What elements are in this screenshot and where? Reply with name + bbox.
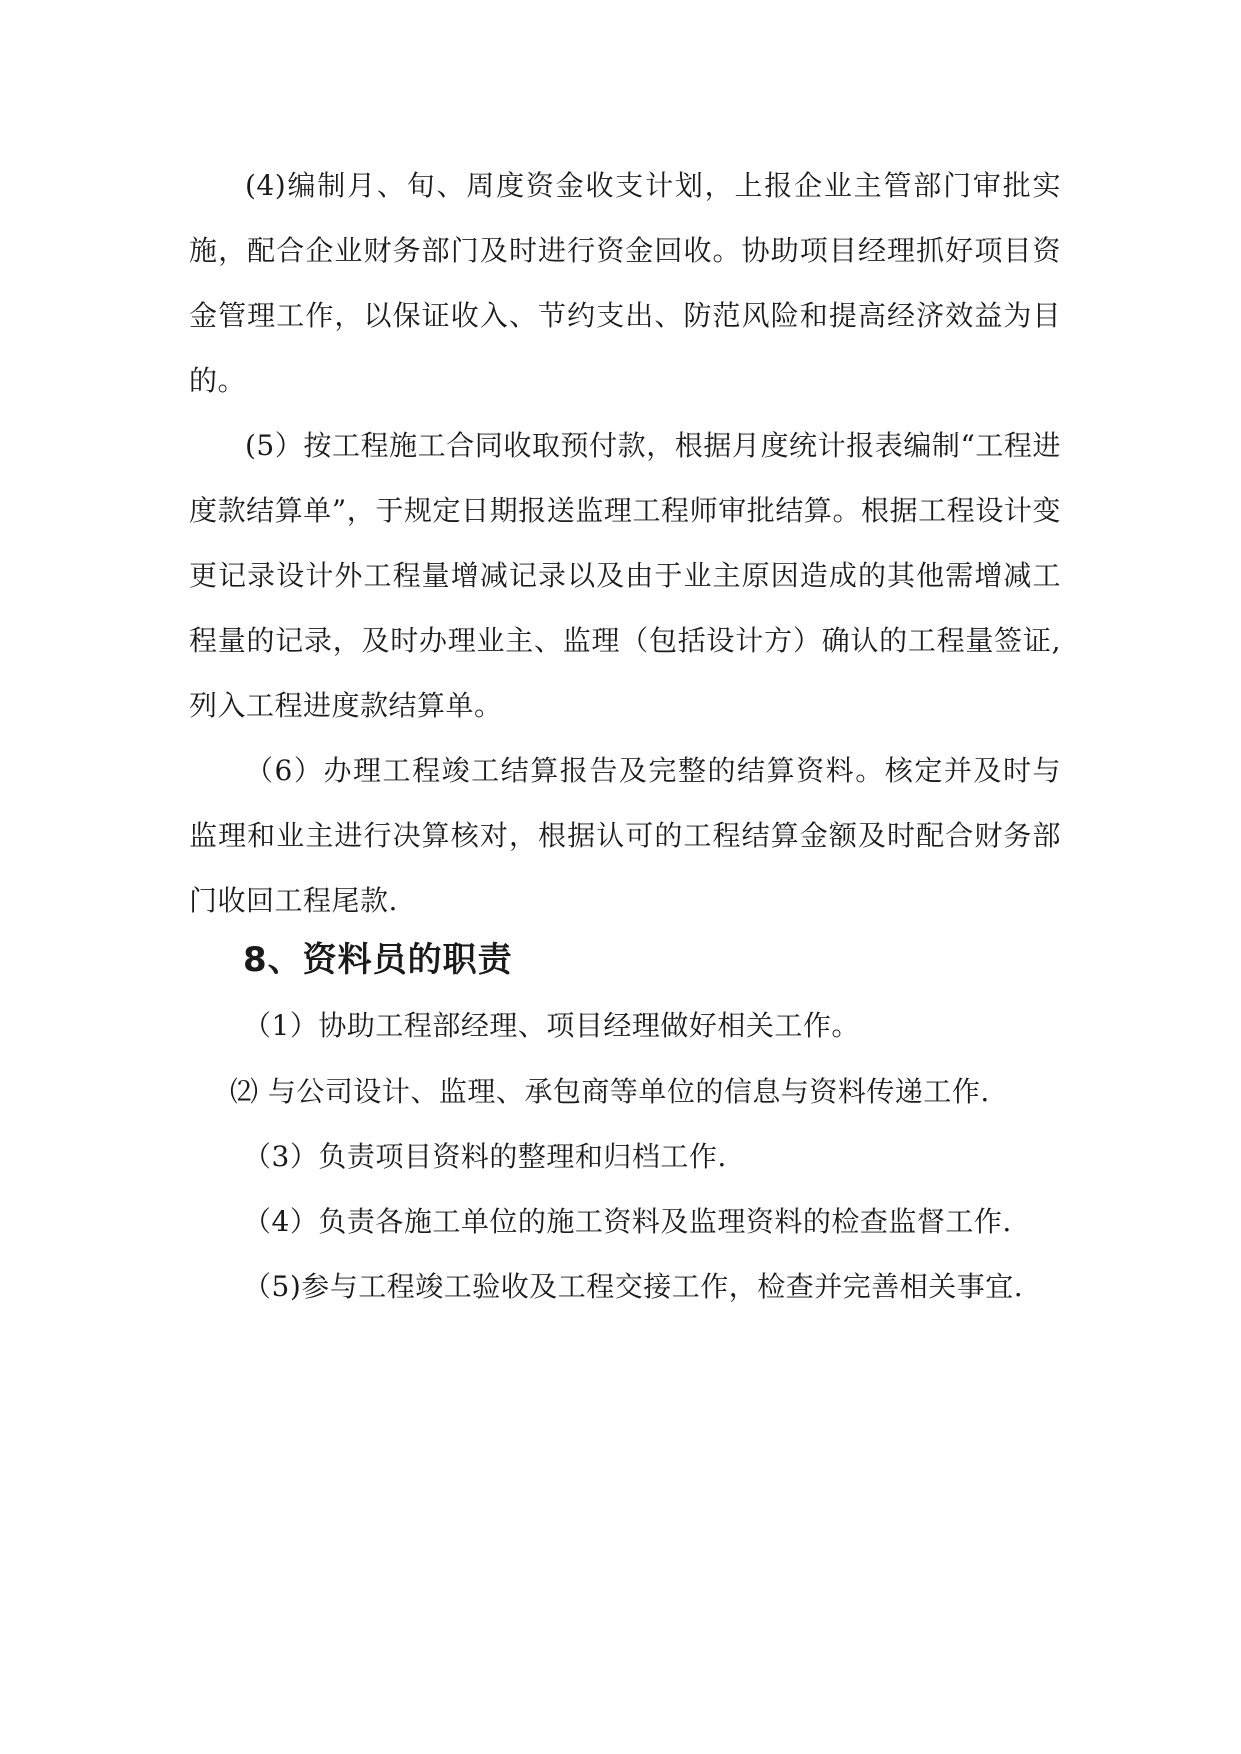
paragraph-final-settlement: （6）办理工程竣工结算报告及完整的结算资料。核定并及时与监理和业主进行决算核对，根据认可的工程结算金额及时配合财务部门收回工程尾款.	[189, 754, 1061, 917]
list-item: （4）负责各施工单位的施工资料及监理资料的检查监督工作.	[243, 1205, 1012, 1238]
list-item: （5)参与工程竣工验收及工程交接工作，检查并完善相关事宜.	[243, 1270, 1024, 1303]
list-item: （1）协助工程部经理、项目经理做好相关工作。	[243, 1009, 860, 1042]
section-heading: 8、资料员的职责	[243, 940, 513, 980]
list-item: ⑵ 与公司设计、监理、承包商等单位的信息与资料传递工作.	[230, 1075, 990, 1108]
paragraph-finance-plan: (4)编制月、旬、周度资金收支计划，上报企业主管部门审批实施，配合企业财务部门及时进行资金回收。协助项目经理抓好项目资金管理工作，以保证收入、节约支出、防范风险和提高经济效益为目的。	[189, 169, 1061, 397]
list-item: （3）负责项目资料的整理和归档工作.	[243, 1140, 727, 1173]
paragraph-progress-payment: (5）按工程施工合同收取预付款，根据月度统计报表编制“工程进度款结算单”，于规定日期报送监理工程师审批结算。根据工程设计变更记录设计外工程量增减记录以及由于业主原因造成的其他需增减工程量的记录，及时办理业主、监理（包括设计方）确认的工程量签证,列入工程进度款结算单。	[189, 429, 1061, 722]
